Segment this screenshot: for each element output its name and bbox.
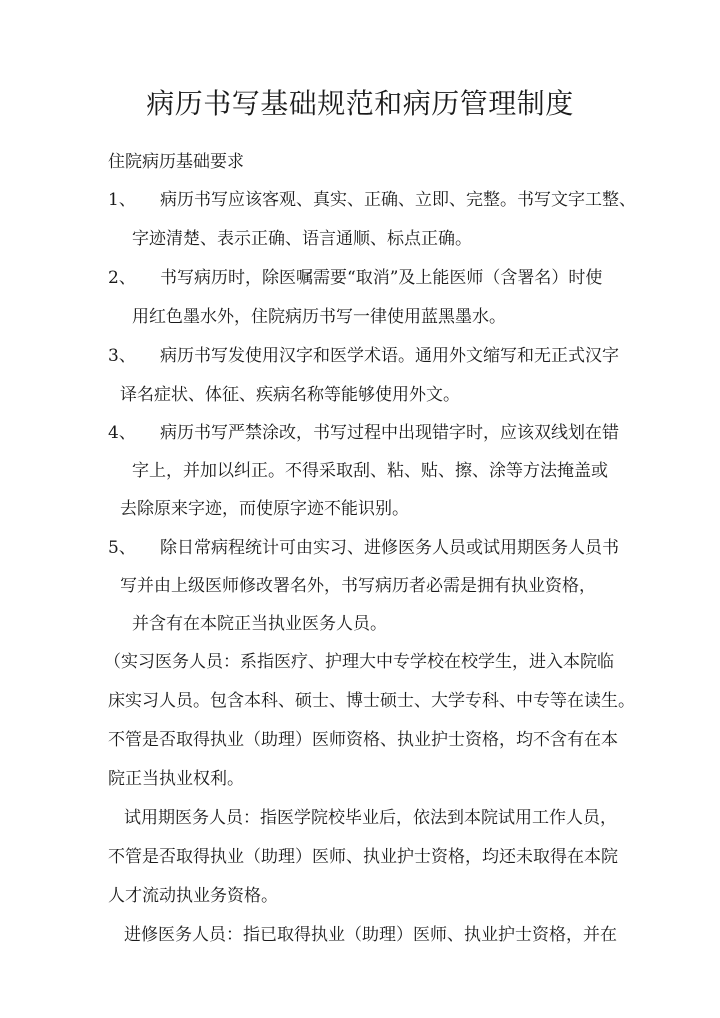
document-title: 病历书写基础规范和病历管理制度 [146,87,574,120]
item-line: 用红色墨水外，住院病历书写一律使用蓝黑墨水。 [132,307,506,327]
paragraph-line: 不管是否取得执业（助理）医师、执业护士资格，均还未取得在本院 [108,847,618,867]
section-heading: 住院病历基础要求 [108,152,244,172]
paragraph-line: 床实习人员。包含本科、硕士、博士硕士、大学专科、中专等在读生。 [108,691,635,711]
paragraph-line: （实习医务人员：系指医疗、护理大中专学校在校学生，进入本院临 [104,652,614,672]
item-line: 字上，并加以纠正。不得采取刮、粘、贴、擦、涂等方法掩盖或 [132,461,608,481]
item-number: 3、 [108,346,136,366]
paragraph-line: 人才流动执业务资格。 [108,886,278,906]
item-line: 书写病历时，除医嘱需要“取消”及上能医师（含署名）时使 [160,268,603,288]
item-line: 病历书写发使用汉字和医学术语。通用外文缩写和无正式汉字 [160,346,619,366]
item-line: 字迹清楚、表示正确、语言通顺、标点正确。 [132,229,472,249]
paragraph-line: 不管是否取得执业（助理）医师资格、执业护士资格，均不含有在本 [108,730,618,750]
item-line: 病历书写应该客观、真实、正确、立即、完整。书写文字工整、 [160,190,636,210]
item-line: 病历书写严禁涂改，书写过程中出现错字时，应该双线划在错 [160,423,619,443]
item-number: 2、 [108,268,136,288]
item-line: 并含有在本院正当执业医务人员。 [132,614,387,634]
paragraph-line: 进修医务人员：指已取得执业（助理）医师、执业护士资格，并在 [124,925,617,945]
item-line: 除日常病程统计可由实习、进修医务人员或试用期医务人员书 [160,538,619,558]
paragraph-line: 试用期医务人员：指医学院校毕业后，依法到本院试用工作人员， [124,808,617,828]
item-number: 1、 [108,190,136,210]
item-line: 译名症状、体征、疾病名称等能够使用外文。 [120,385,460,405]
item-number: 5、 [108,538,136,558]
item-line: 写并由上级医师修改署名外，书写病历者必需是拥有执业资格， [120,576,596,596]
item-number: 4、 [108,423,136,443]
item-line: 去除原来字迹，而使原字迹不能识别。 [120,499,409,519]
paragraph-line: 院正当执业权利。 [108,769,244,789]
